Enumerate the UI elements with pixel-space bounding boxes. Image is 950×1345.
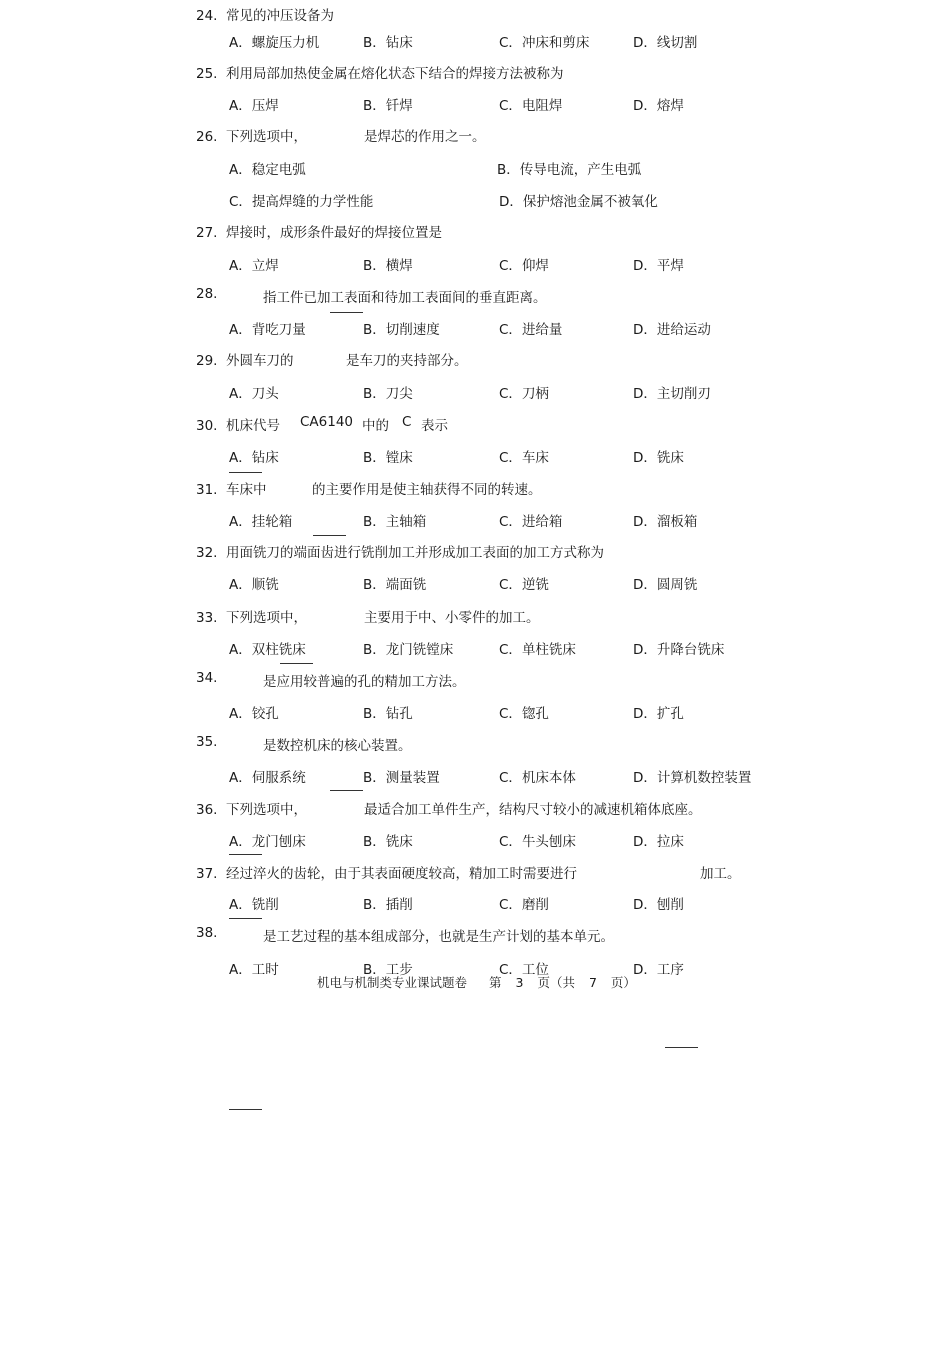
option-b: B．主轴箱	[363, 514, 427, 530]
option-d: D．平焊	[633, 258, 684, 274]
question-28	[196, 286, 547, 306]
footer-page-number: 3	[515, 975, 524, 990]
option-c: C．提高焊缝的力学性能	[229, 194, 374, 210]
question-number: 32.	[196, 545, 218, 561]
question-stem: 利用局部加热使金属在熔化状态下结合的焊接方法被称为	[226, 66, 564, 82]
question-stem-tail: 是焊芯的作用之一。	[364, 129, 486, 145]
option-b: B．切削速度	[363, 322, 440, 338]
question-30	[196, 414, 448, 434]
question-stem-tail: 最适合加工单件生产，结构尺寸较小的减速机箱体底座。	[364, 802, 702, 818]
option-a: A．立焊	[229, 258, 279, 274]
option-b: B．铣床	[363, 834, 413, 850]
options-36	[229, 830, 849, 850]
question-number: 38.	[196, 925, 218, 941]
question-stem-tail: 是车刀的夹持部分。	[346, 353, 468, 369]
option-c: C．冲床和剪床	[499, 35, 590, 51]
options-26-row2	[229, 190, 849, 210]
option-d: D．工序	[633, 962, 684, 978]
options-33	[229, 638, 849, 658]
option-c: C．牛头刨床	[499, 834, 576, 850]
option-d: D．拉床	[633, 834, 684, 850]
answer-blank-line	[229, 1109, 262, 1110]
answer-blank-line	[313, 535, 346, 536]
question-stem-tail: 主要用于中、小零件的加工。	[364, 610, 540, 626]
question-33	[196, 606, 540, 626]
options-27	[229, 254, 849, 274]
option-b: B．测量装置	[363, 770, 440, 786]
option-a: A．龙门刨床	[229, 834, 306, 850]
option-d: D．圆周铣	[633, 577, 698, 593]
question-27	[196, 221, 442, 241]
machine-code: CA6140	[300, 414, 354, 430]
options-24	[229, 31, 849, 51]
question-26	[196, 125, 486, 145]
question-32	[196, 541, 604, 561]
option-b: B．插削	[363, 897, 413, 913]
question-31	[196, 478, 542, 498]
option-b: B．镗床	[363, 450, 413, 466]
answer-blank-line	[229, 918, 262, 919]
question-number: 35.	[196, 734, 218, 750]
option-a: A．铰孔	[229, 706, 279, 722]
footer-title: 机电与机制类专业课试题卷	[317, 975, 468, 990]
option-d: D．进给运动	[633, 322, 711, 338]
options-30	[229, 446, 849, 466]
question-number: 24.	[196, 8, 218, 24]
option-a: A．铣削	[229, 897, 279, 913]
option-c: C．进给箱	[499, 514, 563, 530]
option-a: A．稳定电弧	[229, 162, 306, 178]
options-34	[229, 702, 849, 722]
option-c: C．进给量	[499, 322, 563, 338]
option-d: D．刨削	[633, 897, 684, 913]
answer-blank-line	[229, 854, 262, 855]
footer-ye-gong: 页（共	[537, 975, 575, 990]
question-24	[196, 4, 334, 24]
option-c: C．电阻焊	[499, 98, 563, 114]
question-stem: 焊接时，成形条件最好的焊接位置是	[226, 225, 442, 241]
answer-blank-line	[330, 790, 363, 791]
question-number: 33.	[196, 610, 218, 626]
options-31	[229, 510, 849, 530]
option-a: A．螺旋压力机	[229, 35, 320, 51]
question-stem-tail: 是工艺过程的基本组成部分，也就是生产计划的基本单元。	[263, 929, 614, 945]
footer-ye-end: 页）	[610, 975, 636, 990]
option-c: C．车床	[499, 450, 549, 466]
answer-blank-line	[280, 663, 313, 664]
question-number: 34.	[196, 670, 218, 686]
question-stem-tail: 是数控机床的核心装置。	[263, 738, 412, 754]
question-number: 28.	[196, 286, 218, 302]
question-stem-mid: 中的	[362, 418, 389, 434]
options-35	[229, 766, 849, 786]
question-36	[196, 798, 702, 818]
option-b: B．龙门铣镗床	[363, 642, 454, 658]
options-25	[229, 94, 849, 114]
page-footer	[317, 973, 640, 991]
option-c: C．单柱铣床	[499, 642, 576, 658]
option-c: C．工位	[499, 962, 549, 978]
option-d: D．保护熔池金属不被氧化	[499, 194, 658, 210]
option-d: D．线切割	[633, 35, 698, 51]
option-d: D．铣床	[633, 450, 684, 466]
option-a: A．钻床	[229, 450, 279, 466]
question-stem-tail: 加工。	[700, 866, 741, 882]
option-c: C．仰焊	[499, 258, 549, 274]
question-stem: 经过淬火的齿轮，由于其表面硬度较高，精加工时需要进行	[226, 866, 577, 882]
option-d: D．溜板箱	[633, 514, 698, 530]
option-a: A．双柱铣床	[229, 642, 306, 658]
question-number: 30.	[196, 418, 218, 434]
question-stem: 外圆车刀的	[226, 353, 294, 369]
option-d: D．熔焊	[633, 98, 684, 114]
question-stem: 车床中	[226, 482, 267, 498]
option-b: B．刀尖	[363, 386, 413, 402]
option-c: C．锪孔	[499, 706, 549, 722]
option-b: B．横焊	[363, 258, 413, 274]
answer-blank-line	[330, 312, 363, 313]
question-29	[196, 349, 468, 369]
question-stem-tail: 是应用较普遍的孔的精加工方法。	[263, 674, 466, 690]
option-a: A．工时	[229, 962, 279, 978]
option-c: C．磨削	[499, 897, 549, 913]
option-b: B．钻孔	[363, 706, 413, 722]
question-stem: 下列选项中，	[226, 610, 307, 626]
option-b: B．端面铣	[363, 577, 427, 593]
options-28	[229, 318, 849, 338]
option-a: A．顺铣	[229, 577, 279, 593]
option-b: B．工步	[363, 962, 413, 978]
option-d: D．主切削刃	[633, 386, 711, 402]
question-number: 36.	[196, 802, 218, 818]
option-d: D．扩孔	[633, 706, 684, 722]
option-c: C．逆铣	[499, 577, 549, 593]
question-number: 27.	[196, 225, 218, 241]
question-number: 26.	[196, 129, 218, 145]
question-number: 31.	[196, 482, 218, 498]
option-c: C．机床本体	[499, 770, 576, 786]
question-stem-tail: 的主要作用是使主轴获得不同的转速。	[312, 482, 542, 498]
option-a: A．刀头	[229, 386, 279, 402]
answer-blank-line	[229, 472, 262, 473]
footer-total-pages: 7	[588, 975, 597, 990]
options-29	[229, 382, 849, 402]
question-stem: 下列选项中，	[226, 802, 307, 818]
code-letter: C	[402, 414, 412, 430]
option-b: B．钎焊	[363, 98, 413, 114]
question-34	[196, 670, 466, 690]
question-stem-tail: 指工件已加工表面和待加工表面间的垂直距离。	[263, 290, 547, 306]
question-number: 25.	[196, 66, 218, 82]
options-37	[229, 893, 849, 913]
option-b: B．传导电流，产生电弧	[497, 162, 642, 178]
question-stem: 用面铣刀的端面齿进行铣削加工并形成加工表面的加工方式称为	[226, 545, 604, 561]
option-d: D．升降台铣床	[633, 642, 725, 658]
footer-di: 第	[489, 975, 502, 990]
question-37	[196, 862, 741, 882]
question-number: 29.	[196, 353, 218, 369]
question-35	[196, 734, 412, 754]
question-number: 37.	[196, 866, 218, 882]
question-25	[196, 62, 564, 82]
question-stem-tail: 表示	[421, 418, 448, 434]
question-stem: 下列选项中，	[226, 129, 307, 145]
option-a: A．背吃刀量	[229, 322, 306, 338]
options-26-row1	[229, 158, 849, 178]
question-38	[196, 925, 614, 945]
option-a: A．挂轮箱	[229, 514, 293, 530]
option-d: D．计算机数控装置	[633, 770, 752, 786]
option-a: A．伺服系统	[229, 770, 306, 786]
option-a: A．压焊	[229, 98, 279, 114]
question-stem: 常见的冲压设备为	[226, 8, 334, 24]
option-b: B．钻床	[363, 35, 413, 51]
options-32	[229, 573, 849, 593]
option-c: C．刀柄	[499, 386, 549, 402]
answer-blank-line	[665, 1047, 698, 1048]
question-stem: 机床代号	[226, 418, 280, 434]
